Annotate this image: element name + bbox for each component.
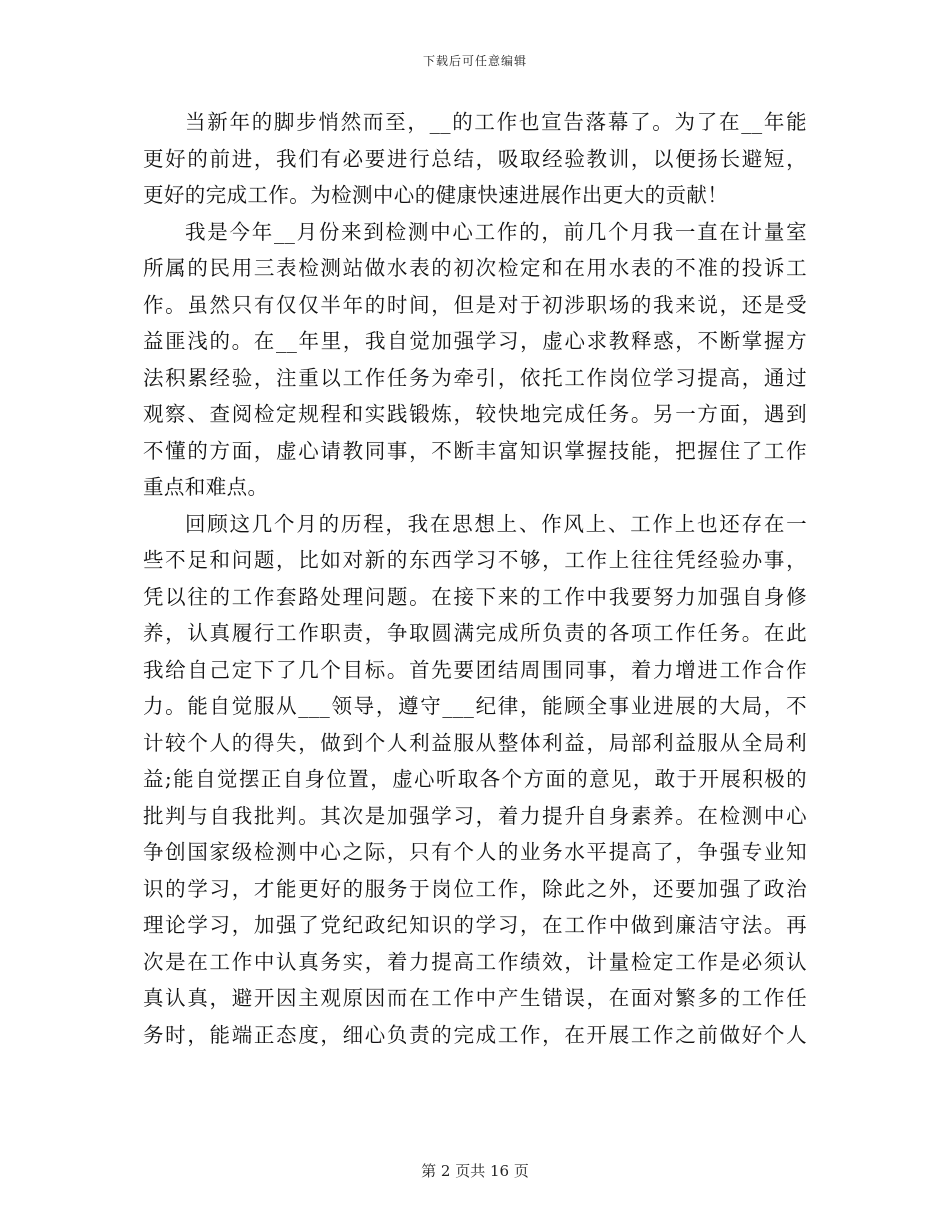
paragraph-2-line-2: 所属的民用三表检测站做水表的初次检定和在用水表的不准的投诉工 <box>143 256 807 280</box>
paragraph-3-line-1: 回顾这几个月的历程，我在思想上、作风上、工作上也还存在一 <box>185 511 807 536</box>
paragraph-3-line-15: 务时，能端正态度，细心负责的完成工作，在开展工作之前做好个人 <box>143 1022 807 1047</box>
page-header-note: 下载后可任意编辑 <box>422 54 527 68</box>
paragraph-2-line-5: 法积累经验，注重以工作任务为牵引，依托工作岗位学习提高，通过 <box>143 365 807 390</box>
document-body <box>143 104 807 1053</box>
paragraph-1-line-3: 更好的完成工作。为检测中心的健康快速进展作出更大的贡献！ <box>143 183 729 207</box>
paragraph-2-line-4: 益匪浅的。在__年里，我自觉加强学习，虚心求教释惑，不断掌握方 <box>143 329 807 353</box>
paragraph-3-line-4: 养，认真履行工作职责，争取圆满完成所负责的各项工作任务。在此 <box>143 621 807 645</box>
paragraph-3-line-12: 理论学习，加强了党纪政纪知识的学习，在工作中做到廉洁守法。再 <box>143 913 807 937</box>
paragraph-3-line-14: 真认真，避开因主观原因而在工作中产生错误，在面对繁多的工作任 <box>143 986 807 1010</box>
paragraph-3-line-7: 计较个人的得失，做到个人利益服从整体利益，局部利益服从全局利 <box>143 730 807 755</box>
paragraph-1-line-1: 当新年的脚步悄然而至，__的工作也宣告落幕了。为了在__年能 <box>185 110 807 134</box>
paragraph-3-line-6: 力。能自觉服从___领导，遵守___纪律，能顾全事业进展的大局，不 <box>143 694 807 718</box>
paragraph-3-line-9: 批判与自我批判。其次是加强学习，着力提升自身素养。在检测中心 <box>143 803 807 828</box>
paragraph-3-line-2: 些不足和问题，比如对新的东西学习不够，工作上往往凭经验办事， <box>143 548 807 572</box>
paragraph-3-line-10: 争创国家级检测中心之际，只有个人的业务水平提高了，争强专业知 <box>143 840 807 864</box>
paragraph-3-line-5: 我给自己定下了几个目标。首先要团结周围同事，着力增进工作合作 <box>143 657 807 682</box>
paragraph-3-line-13: 次是在工作中认真务实，着力提高工作绩效，计量检定工作是必须认 <box>143 949 807 974</box>
paragraph-1-line-2: 更好的前进，我们有必要进行总结，吸取经验教训，以便扬长避短， <box>143 146 807 171</box>
paragraph-2-line-8: 重点和难点。 <box>143 475 269 499</box>
paragraph-3-line-8: 益;能自觉摆正自身位置，虚心听取各个方面的意见，敢于开展积极的 <box>143 767 807 791</box>
paragraph-3-line-11: 识的学习，才能更好的服务于岗位工作，除此之外，还要加强了政治 <box>143 876 807 901</box>
paragraph-2-line-7: 不懂的方面，虚心请教同事，不断丰富知识掌握技能，把握住了工作 <box>143 438 807 463</box>
page-number-indicator: 第 2 页共 16 页 <box>421 1162 529 1180</box>
paragraph-3-line-3: 凭以往的工作套路处理问题。在接下来的工作中我要努力加强自身修 <box>143 584 807 609</box>
paragraph-2-line-3: 作。虽然只有仅仅半年的时间，但是对于初涉职场的我来说，还是受 <box>143 292 807 317</box>
paragraph-2-line-6: 观察、查阅检定规程和实践锻炼，较快地完成任务。另一方面，遇到 <box>143 402 807 426</box>
paragraph-2-line-1: 我是今年__月份来到检测中心工作的，前几个月我一直在计量室 <box>185 219 807 244</box>
